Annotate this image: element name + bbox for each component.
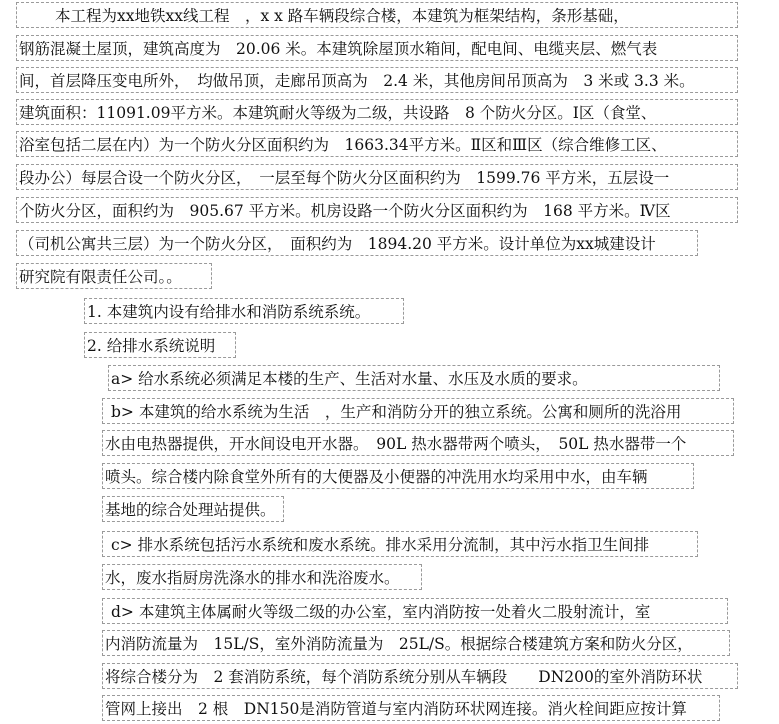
sub-d-line-4: 管网上接出 2 根 DN150是消防管道与室内消防环状网连接。消火栓间距应按计算 bbox=[102, 695, 720, 721]
sub-c-line-1: c> 排水系统包括污水系统和废水系统。排水采用分流制，其中污水指卫生间排 bbox=[102, 531, 698, 557]
intro-line-2: 钢筋混凝土屋顶，建筑高度为 20.06 米。本建筑除屋顶水箱间，配电间、电缆夹层、燃气表 bbox=[16, 35, 738, 61]
intro-line-6: 段办公）每层合设一个防火分区， 一层至每个防火分区面积约为 1599.76 平方米，五层设一 bbox=[16, 164, 738, 190]
sub-d-line-3: 将综合楼分为 2 套消防系统，每个消防系统分别从车辆段 DN200的室外消防环状 bbox=[102, 663, 738, 689]
sub-c-line-2: 水，废水指厨房洗涤水的排水和洗浴废水。 bbox=[102, 564, 422, 590]
sub-d-line-1: d> 本建筑主体属耐火等级二级的办公室，室内消防按一处着火二股射流计，室 bbox=[102, 598, 728, 624]
item-2-heading: 2. 给排水系统说明 bbox=[84, 332, 236, 358]
intro-line-5: 浴室包括二层在内）为一个防火分区面积约为 1663.34平方米。Ⅱ区和Ⅲ区（综合维修工区、 bbox=[16, 131, 738, 157]
intro-line-7: 个防火分区，面积约为 905.67 平方米。机房设路一个防火分区面积约为 168 平方米。Ⅳ区 bbox=[16, 197, 738, 223]
intro-line-8: （司机公寓共三层）为一个防火分区， 面积约为 1894.20 平方米。设计单位为xx城建设计 bbox=[16, 230, 698, 256]
item-1: 1. 本建筑内设有给排水和消防系统系统。 bbox=[84, 298, 404, 324]
intro-line-3: 间，首层降压变电所外， 均做吊顶，走廊吊顶高为 2.4 米，其他房间吊顶高为 3 米或 3.3 米。 bbox=[16, 67, 738, 93]
sub-d-line-2: 内消防流量为 15L/S，室外消防流量为 25L/S。根据综合楼建筑方案和防火分区， bbox=[102, 630, 730, 656]
sub-b-line-2: 水由电热器提供，开水间设电开水器。 90L 热水器带两个喷头， 50L 热水器带一个 bbox=[102, 430, 734, 456]
intro-line-1: 本工程为xx地铁xx线工程 ，x x 路车辆段综合楼，本建筑为框架结构，条形基础， bbox=[16, 2, 738, 28]
sub-b-line-4: 基地的综合处理站提供。 bbox=[102, 496, 284, 522]
sub-b-line-1: b> 本建筑的给水系统为生活 ，生产和消防分开的独立系统。公寓和厕所的洗浴用 bbox=[102, 398, 734, 424]
sub-a: a> 给水系统必须满足本楼的生产、生活对水量、水压及水质的要求。 bbox=[108, 365, 720, 391]
intro-line-9: 研究院有限责任公司。。 bbox=[16, 263, 212, 289]
sub-b-line-3: 喷头。综合楼内除食堂外所有的大便器及小便器的冲洗用水均采用中水，由车辆 bbox=[102, 463, 694, 489]
intro-line-4: 建筑面积：11091.09平方米。本建筑耐火等级为二级，共设路 8 个防火分区。Ⅰ区（食堂、 bbox=[16, 99, 738, 125]
